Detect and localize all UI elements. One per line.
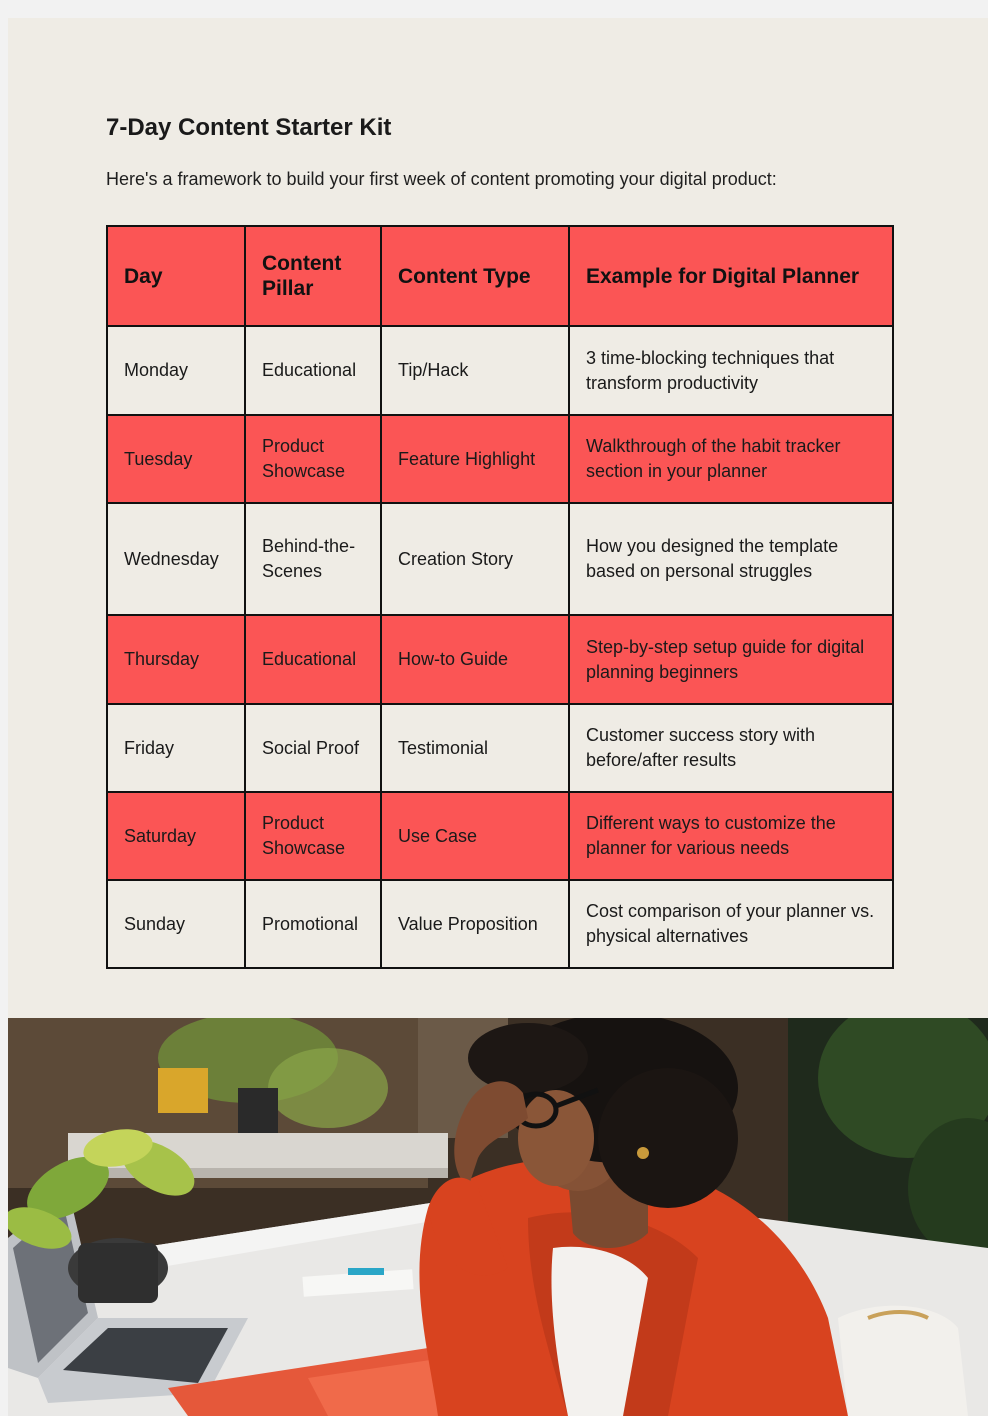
cell-example: Walkthrough of the habit tracker section in your planner xyxy=(569,415,893,503)
cell-type: Tip/Hack xyxy=(381,326,569,415)
table-row xyxy=(107,880,893,968)
table-row xyxy=(107,415,893,503)
cell-pillar: Product Showcase xyxy=(245,415,381,503)
table-header-row xyxy=(107,226,893,326)
cell-example: Different ways to customize the planner for various needs xyxy=(569,792,893,880)
cell-type: Value Proposition xyxy=(381,880,569,968)
cell-type: Feature Highlight xyxy=(381,415,569,503)
header-content-type: Content Type xyxy=(381,226,569,326)
woman-at-laptop-photo xyxy=(8,1018,988,1416)
cell-day: Friday xyxy=(107,704,245,792)
table-row xyxy=(107,704,893,792)
cell-pillar: Social Proof xyxy=(245,704,381,792)
table-row xyxy=(107,792,893,880)
header-day: Day xyxy=(107,226,245,326)
cell-example: Customer success story with before/after results xyxy=(569,704,893,792)
cell-example: 3 time-blocking techniques that transform productivity xyxy=(569,326,893,415)
document-page xyxy=(8,18,988,1416)
table-row xyxy=(107,503,893,615)
cell-day: Thursday xyxy=(107,615,245,704)
cell-pillar: Behind-the-Scenes xyxy=(245,503,381,615)
content-kit-table xyxy=(106,225,894,969)
cell-type: Use Case xyxy=(381,792,569,880)
cell-day: Tuesday xyxy=(107,415,245,503)
cell-type: Creation Story xyxy=(381,503,569,615)
table-row xyxy=(107,326,893,415)
cell-day: Monday xyxy=(107,326,245,415)
section-intro: Here's a framework to build your first week of content promoting your digital product: xyxy=(106,169,777,189)
cell-pillar: Promotional xyxy=(245,880,381,968)
cell-example: Step-by-step setup guide for digital planning beginners xyxy=(569,615,893,704)
cell-day: Sunday xyxy=(107,880,245,968)
cell-type: Testimonial xyxy=(381,704,569,792)
header-content-pillar: Content Pillar xyxy=(245,226,381,326)
table-row xyxy=(107,615,893,704)
section-title: 7-Day Content Starter Kit xyxy=(106,114,392,141)
header-example: Example for Digital Planner xyxy=(569,226,893,326)
cell-type: How-to Guide xyxy=(381,615,569,704)
cell-pillar: Educational xyxy=(245,615,381,704)
cell-example: How you designed the template based on personal struggles xyxy=(569,503,893,615)
cell-day: Wednesday xyxy=(107,503,245,615)
cell-pillar: Product Showcase xyxy=(245,792,381,880)
photo-illustration xyxy=(8,1018,988,1416)
cell-pillar: Educational xyxy=(245,326,381,415)
cell-example: Cost comparison of your planner vs. physical alternatives xyxy=(569,880,893,968)
cell-day: Saturday xyxy=(107,792,245,880)
